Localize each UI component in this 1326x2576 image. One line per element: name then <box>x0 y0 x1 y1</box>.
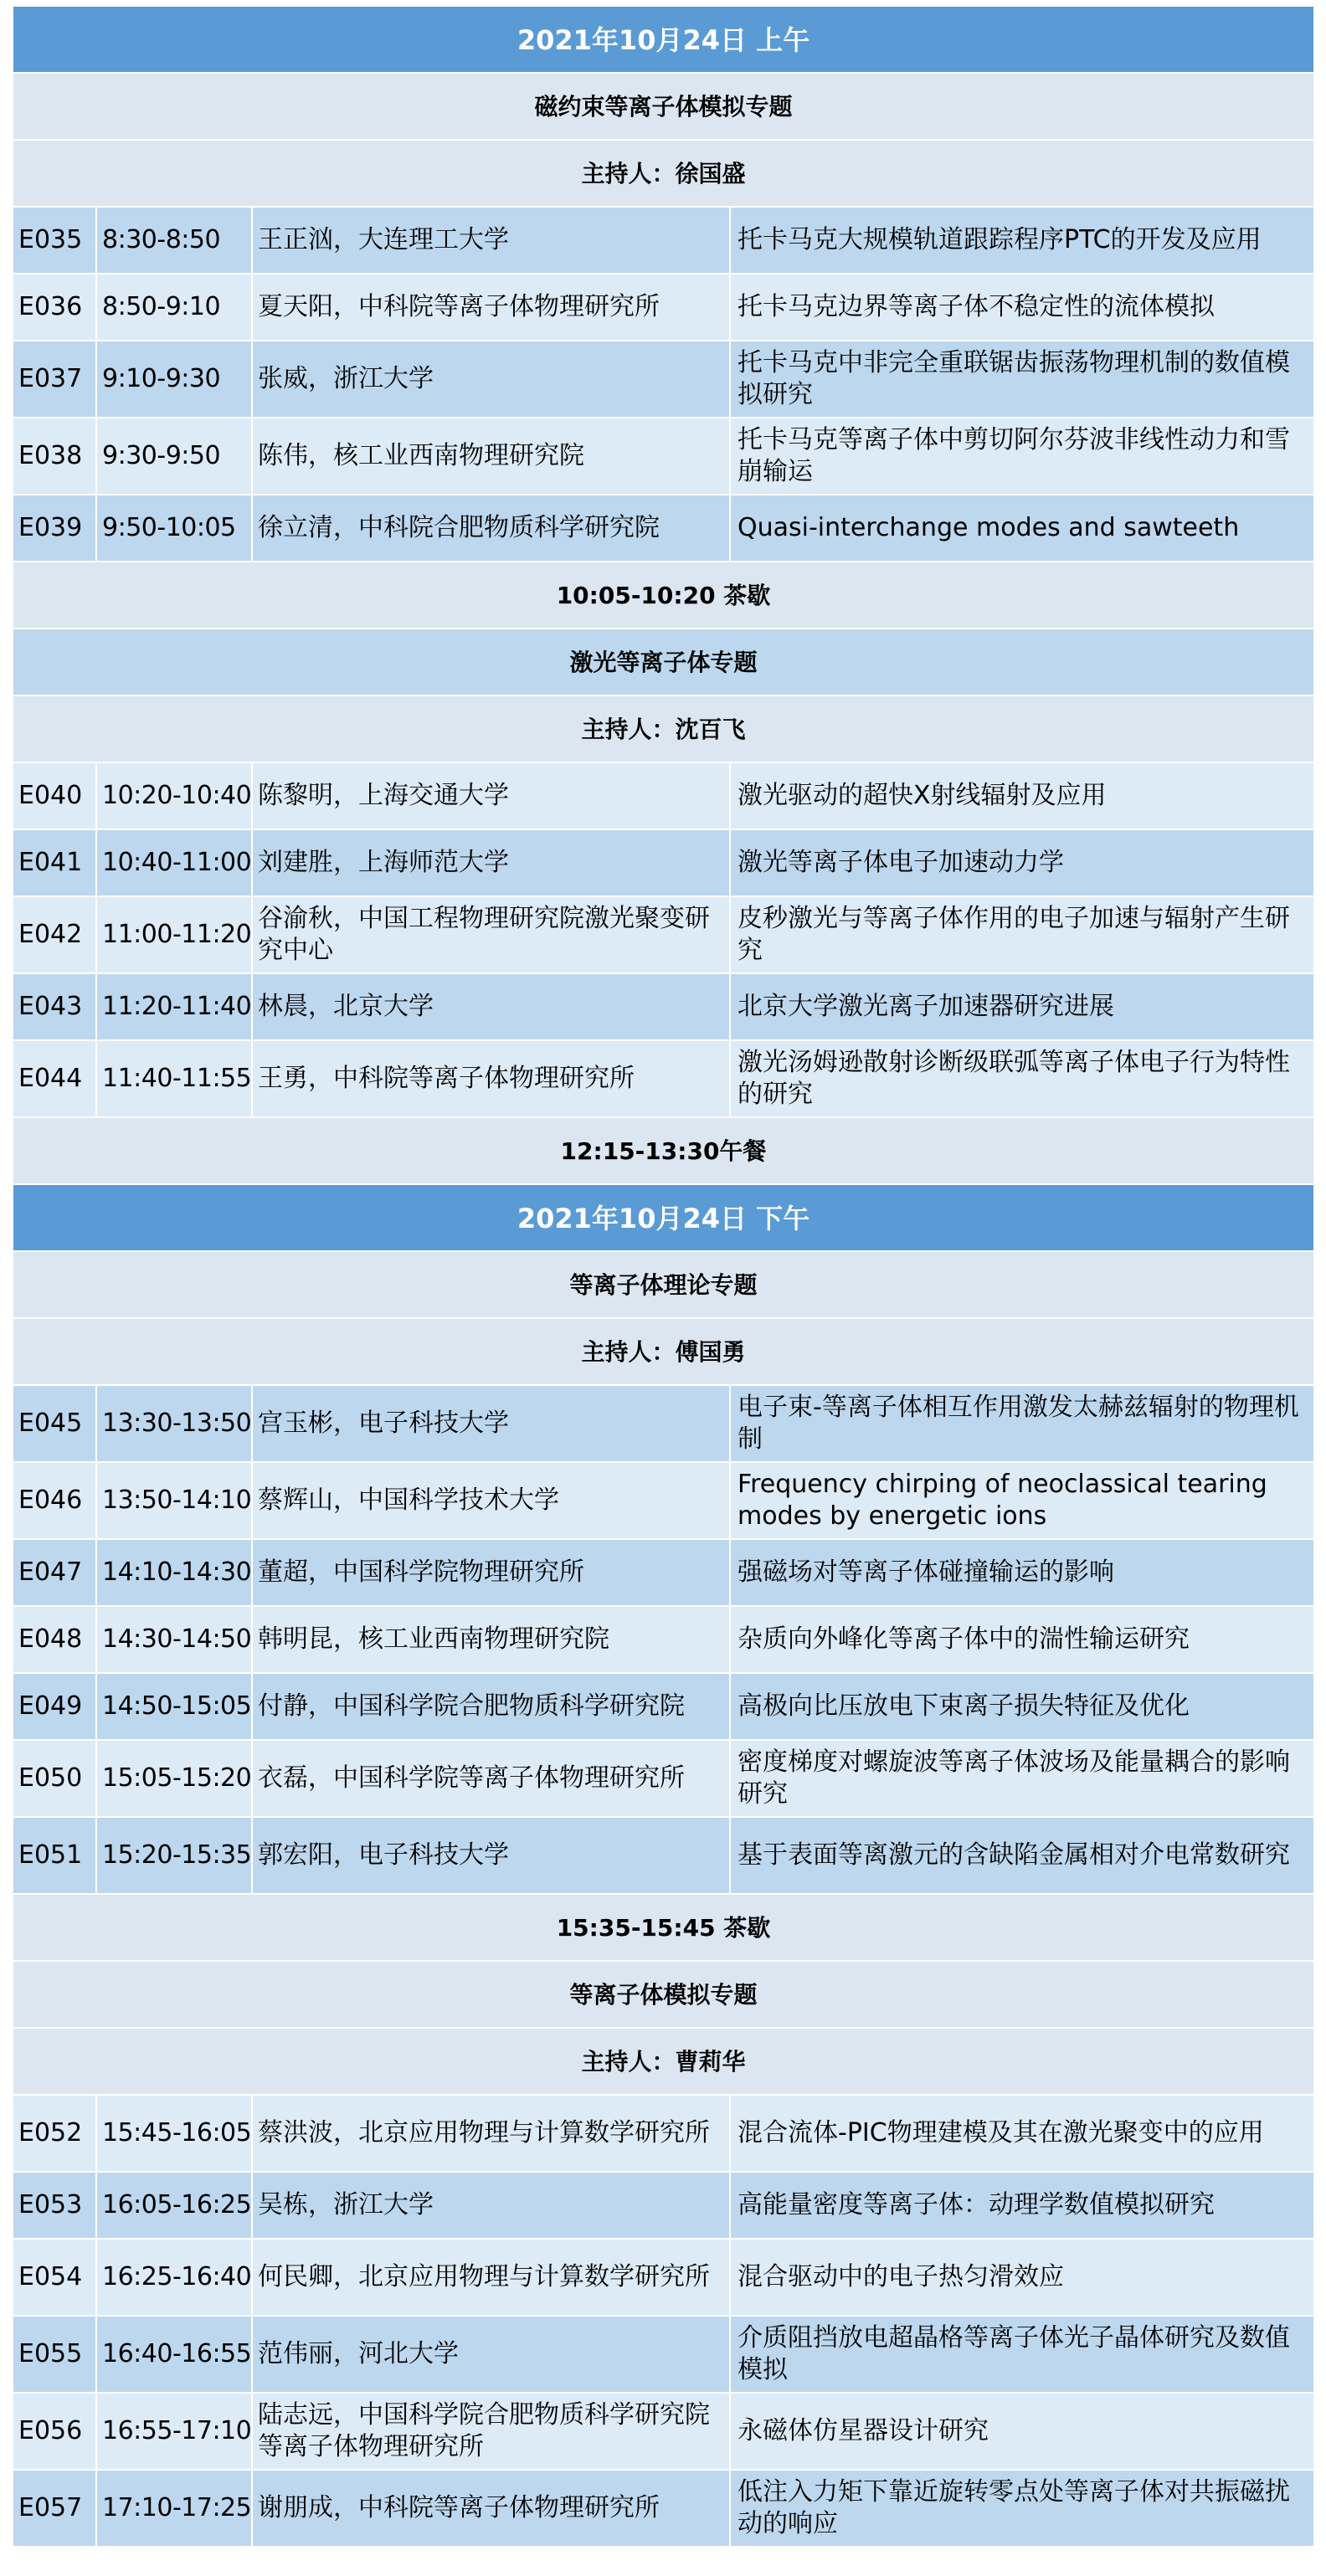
talk-speaker <box>253 1386 731 1461</box>
talk-id <box>13 1674 97 1739</box>
talk-time <box>97 1386 253 1461</box>
talk-speaker-text: 陈黎明，上海交通大学 <box>258 781 509 810</box>
talk-id-text: E043 <box>18 992 83 1021</box>
break-row: 12:15-13:30午餐 <box>13 1118 1313 1185</box>
talk-title <box>731 2240 1313 2315</box>
talk-row <box>13 1540 1313 1607</box>
talk-title <box>731 2394 1313 2469</box>
talk-speaker <box>253 275 731 340</box>
talk-time <box>97 495 253 561</box>
talk-id <box>13 2317 97 2392</box>
talk-id <box>13 208 97 273</box>
talk-time-text: 16:55-17:10 <box>102 2416 252 2445</box>
talk-id-text: E042 <box>18 920 83 949</box>
talk-speaker <box>253 763 731 829</box>
chair-row: 主持人：傅国勇 <box>13 1319 1313 1386</box>
date-header: 2021年10月24日 上午 <box>13 7 1313 74</box>
talk-title <box>731 1386 1313 1461</box>
talk-title <box>731 974 1313 1039</box>
schedule-table <box>13 7 1313 2548</box>
talk-title-text: 托卡马克边界等离子体不稳定性的流体模拟 <box>738 292 1215 321</box>
talk-time-text: 15:05-15:20 <box>102 1763 252 1793</box>
talk-row <box>13 2394 1313 2471</box>
talk-speaker-text: 王勇，中科院等离子体物理研究所 <box>258 1064 635 1093</box>
talk-row <box>13 1607 1313 1674</box>
talk-title <box>731 1818 1313 1893</box>
talk-speaker-text: 张威，浙江大学 <box>258 364 434 393</box>
talk-id <box>13 2096 97 2171</box>
talk-id-text: E039 <box>18 513 83 542</box>
talk-title-text: 托卡马克大规模轨道跟踪程序PTC的开发及应用 <box>738 225 1262 254</box>
talk-time-text: 10:40-11:00 <box>102 848 252 877</box>
talk-id <box>13 830 97 895</box>
talk-row <box>13 2173 1313 2240</box>
talk-speaker-text: 徐立清，中科院合肥物质科学研究院 <box>258 513 660 542</box>
talk-title <box>731 2096 1313 2171</box>
talk-speaker <box>253 495 731 561</box>
talk-id-text: E054 <box>18 2262 83 2291</box>
talk-id-text: E035 <box>18 225 83 254</box>
talk-speaker-text: 蔡辉山，中国科学技术大学 <box>258 1486 559 1515</box>
talk-row <box>13 1463 1313 1540</box>
talk-title <box>731 1041 1313 1116</box>
talk-speaker <box>253 1041 731 1116</box>
session-title: 磁约束等离子体模拟专题 <box>13 74 1313 141</box>
talk-speaker <box>253 341 731 417</box>
talk-id <box>13 495 97 561</box>
talk-title-text: 托卡马克等离子体中剪切阿尔芬波非线性动力和雪崩输运 <box>738 425 1290 486</box>
talk-id <box>13 974 97 1039</box>
talk-time <box>97 2471 253 2546</box>
talk-time <box>97 974 253 1039</box>
talk-speaker-text: 陈伟，核工业西南物理研究院 <box>258 441 584 470</box>
talk-time <box>97 208 253 273</box>
talk-time <box>97 1818 253 1893</box>
talk-title <box>731 418 1313 494</box>
talk-speaker-text: 吴栋，浙江大学 <box>258 2190 434 2219</box>
talk-speaker <box>253 830 731 895</box>
talk-id-text: E041 <box>18 848 83 877</box>
talk-speaker-text: 郭宏阳，电子科技大学 <box>258 1840 509 1870</box>
talk-row <box>13 1041 1313 1118</box>
chair-row: 主持人：曹莉华 <box>13 2029 1313 2096</box>
talk-id-text: E046 <box>18 1486 83 1515</box>
talk-id-text: E047 <box>18 1557 83 1587</box>
talk-row <box>13 208 1313 275</box>
talk-time <box>97 2240 253 2315</box>
talk-id <box>13 1540 97 1605</box>
talk-row <box>13 763 1313 830</box>
talk-time <box>97 2394 253 2469</box>
talk-time-text: 9:10-9:30 <box>102 364 221 393</box>
session-title: 等离子体理论专题 <box>13 1252 1313 1319</box>
talk-title <box>731 897 1313 972</box>
talk-speaker <box>253 2394 731 2469</box>
talk-id-text: E055 <box>18 2339 83 2368</box>
talk-id <box>13 275 97 340</box>
talk-speaker <box>253 974 731 1039</box>
talk-title-text: 高极向比压放电下束离子损失特征及优化 <box>738 1691 1190 1721</box>
talk-title-text: 杂质向外峰化等离子体中的湍性输运研究 <box>738 1624 1190 1654</box>
talk-id-text: E053 <box>18 2190 83 2219</box>
talk-time-text: 8:30-8:50 <box>102 225 221 254</box>
talk-title-text: 激光等离子体电子加速动力学 <box>738 848 1064 877</box>
talk-speaker-text: 谢朋成，中科院等离子体物理研究所 <box>258 2493 660 2522</box>
talk-speaker-text: 韩明昆，核工业西南物理研究院 <box>258 1624 609 1654</box>
talk-title-text: 托卡马克中非完全重联锯齿振荡物理机制的数值模拟研究 <box>738 348 1290 409</box>
talk-title-text: 电子束-等离子体相互作用激发太赫兹辐射的物理机制 <box>738 1393 1299 1454</box>
talk-id <box>13 2471 97 2546</box>
talk-time-text: 14:50-15:05 <box>102 1691 252 1721</box>
talk-title-text: 高能量密度等离子体：动理学数值模拟研究 <box>738 2190 1215 2219</box>
talk-speaker-text: 夏天阳，中科院等离子体物理研究所 <box>258 292 660 321</box>
talk-time-text: 16:40-16:55 <box>102 2339 252 2368</box>
talk-title <box>731 1607 1313 1672</box>
talk-time-text: 11:20-11:40 <box>102 992 252 1021</box>
talk-title <box>731 275 1313 340</box>
talk-title <box>731 495 1313 561</box>
talk-row <box>13 1818 1313 1895</box>
talk-id <box>13 897 97 972</box>
talk-row <box>13 830 1313 897</box>
talk-speaker <box>253 1818 731 1893</box>
talk-speaker <box>253 418 731 494</box>
talk-speaker <box>253 897 731 972</box>
talk-time <box>97 2317 253 2392</box>
talk-row <box>13 495 1313 562</box>
talk-row <box>13 341 1313 418</box>
talk-id <box>13 1041 97 1116</box>
talk-speaker-text: 衣磊，中国科学院等离子体物理研究所 <box>258 1763 685 1793</box>
talk-time-text: 9:50-10:05 <box>102 513 236 542</box>
talk-id-text: E056 <box>18 2416 83 2445</box>
talk-time-text: 13:30-13:50 <box>102 1409 252 1438</box>
talk-speaker <box>253 2173 731 2238</box>
talk-time-text: 9:30-9:50 <box>102 441 221 470</box>
talk-id-text: E048 <box>18 1624 83 1654</box>
talk-speaker <box>253 1540 731 1605</box>
talk-time <box>97 763 253 829</box>
talk-id <box>13 1818 97 1893</box>
talk-time <box>97 1674 253 1739</box>
talk-time <box>97 2173 253 2238</box>
talk-title <box>731 763 1313 829</box>
talk-title-text: Frequency chirping of neoclassical tearing modes by energetic ions <box>738 1470 1267 1531</box>
talk-id <box>13 2240 97 2315</box>
talk-id-text: E057 <box>18 2493 83 2522</box>
talk-title-text: 激光汤姆逊散射诊断级联弧等离子体电子行为特性的研究 <box>738 1048 1290 1109</box>
talk-title-text: 混合流体-PIC物理建模及其在激光聚变中的应用 <box>738 2118 1264 2148</box>
talk-title <box>731 1540 1313 1605</box>
talk-title-text: 永磁体仿星器设计研究 <box>738 2416 989 2445</box>
talk-row <box>13 2096 1313 2173</box>
talk-speaker <box>253 1741 731 1816</box>
talk-title-text: 介质阻挡放电超晶格等离子体光子晶体研究及数值模拟 <box>738 2323 1290 2384</box>
talk-time-text: 16:25-16:40 <box>102 2262 252 2291</box>
talk-speaker-text: 王正汹，大连理工大学 <box>258 225 509 254</box>
talk-speaker-text: 蔡洪波，北京应用物理与计算数学研究所 <box>258 2118 710 2148</box>
talk-speaker-text: 何民卿，北京应用物理与计算数学研究所 <box>258 2262 710 2291</box>
talk-row <box>13 418 1313 495</box>
talk-title <box>731 208 1313 273</box>
talk-speaker-text: 董超，中国科学院物理研究所 <box>258 1557 584 1587</box>
chair-row: 主持人：沈百飞 <box>13 696 1313 763</box>
talk-id <box>13 341 97 417</box>
talk-speaker-text: 林晨，北京大学 <box>258 992 434 1021</box>
talk-time <box>97 2096 253 2171</box>
talk-id-text: E050 <box>18 1763 83 1793</box>
talk-time <box>97 1741 253 1816</box>
talk-time <box>97 830 253 895</box>
talk-time-text: 16:05-16:25 <box>102 2190 252 2219</box>
talk-speaker-text: 刘建胜，上海师范大学 <box>258 848 509 877</box>
talk-id <box>13 2394 97 2469</box>
talk-id-text: E040 <box>18 781 83 810</box>
talk-time-text: 11:40-11:55 <box>102 1064 252 1093</box>
talk-speaker <box>253 1674 731 1739</box>
talk-id-text: E052 <box>18 2118 83 2148</box>
talk-title <box>731 2317 1313 2392</box>
talk-time <box>97 1607 253 1672</box>
talk-title <box>731 1741 1313 1816</box>
talk-id-text: E036 <box>18 292 83 321</box>
talk-speaker <box>253 2471 731 2546</box>
talk-title-text: 密度梯度对螺旋波等离子体波场及能量耦合的影响研究 <box>738 1747 1290 1809</box>
talk-time-text: 15:20-15:35 <box>102 1840 252 1870</box>
session-title: 激光等离子体专题 <box>13 629 1313 696</box>
talk-title-text: Quasi-interchange modes and sawteeth <box>738 513 1240 542</box>
talk-title <box>731 1674 1313 1739</box>
talk-time-text: 8:50-9:10 <box>102 292 221 321</box>
talk-id-text: E049 <box>18 1691 83 1721</box>
talk-time-text: 14:10-14:30 <box>102 1557 252 1587</box>
talk-speaker <box>253 1607 731 1672</box>
talk-time <box>97 275 253 340</box>
talk-time-text: 14:30-14:50 <box>102 1624 252 1654</box>
talk-title <box>731 830 1313 895</box>
talk-title <box>731 1463 1313 1538</box>
talk-title-text: 低注入力矩下靠近旋转零点处等离子体对共振磁扰动的响应 <box>738 2477 1290 2538</box>
talk-row <box>13 275 1313 341</box>
talk-speaker-text: 付静，中国科学院合肥物质科学研究院 <box>258 1691 685 1721</box>
talk-id <box>13 763 97 829</box>
talk-title-text: 皮秒激光与等离子体作用的电子加速与辐射产生研究 <box>738 904 1290 965</box>
talk-id-text: E038 <box>18 441 83 470</box>
talk-id <box>13 418 97 494</box>
talk-row <box>13 2317 1313 2394</box>
talk-speaker <box>253 2240 731 2315</box>
talk-row <box>13 1386 1313 1463</box>
talk-title-text: 北京大学激光离子加速器研究进展 <box>738 992 1114 1021</box>
talk-time <box>97 1041 253 1116</box>
talk-time <box>97 341 253 417</box>
date-header: 2021年10月24日 下午 <box>13 1185 1313 1252</box>
talk-id-text: E045 <box>18 1409 83 1438</box>
talk-time-text: 15:45-16:05 <box>102 2118 252 2148</box>
talk-row <box>13 1674 1313 1741</box>
talk-time <box>97 418 253 494</box>
break-row: 10:05-10:20 茶歇 <box>13 562 1313 629</box>
talk-time <box>97 897 253 972</box>
talk-title <box>731 2173 1313 2238</box>
chair-row: 主持人：徐国盛 <box>13 141 1313 208</box>
talk-title <box>731 2471 1313 2546</box>
talk-time <box>97 1463 253 1538</box>
talk-time-text: 11:00-11:20 <box>102 920 252 949</box>
talk-speaker <box>253 2096 731 2171</box>
talk-speaker <box>253 1463 731 1538</box>
talk-speaker-text: 谷渝秋，中国工程物理研究院激光聚变研究中心 <box>258 904 710 965</box>
talk-title-text: 基于表面等离激元的含缺陷金属相对介电常数研究 <box>738 1840 1290 1870</box>
talk-row <box>13 1741 1313 1818</box>
talk-speaker-text: 陆志远，中国科学院合肥物质科学研究院等离子体物理研究所 <box>258 2400 710 2461</box>
talk-id-text: E051 <box>18 1840 83 1870</box>
talk-id <box>13 1463 97 1538</box>
talk-time-text: 13:50-14:10 <box>102 1486 252 1515</box>
talk-id <box>13 1741 97 1816</box>
talk-row <box>13 974 1313 1041</box>
talk-title <box>731 341 1313 417</box>
talk-speaker-text: 范伟丽，河北大学 <box>258 2339 459 2368</box>
talk-row <box>13 2471 1313 2548</box>
talk-title-text: 强磁场对等离子体碰撞输运的影响 <box>738 1557 1114 1587</box>
talk-title-text: 激光驱动的超快X射线辐射及应用 <box>738 781 1107 810</box>
session-title: 等离子体模拟专题 <box>13 1962 1313 2029</box>
talk-id-text: E044 <box>18 1064 83 1093</box>
talk-time-text: 17:10-17:25 <box>102 2493 252 2522</box>
talk-id-text: E037 <box>18 364 83 393</box>
talk-id <box>13 2173 97 2238</box>
talk-speaker <box>253 208 731 273</box>
talk-title-text: 混合驱动中的电子热匀滑效应 <box>738 2262 1064 2291</box>
talk-time-text: 10:20-10:40 <box>102 781 252 810</box>
talk-speaker <box>253 2317 731 2392</box>
break-row: 15:35-15:45 茶歇 <box>13 1895 1313 1962</box>
talk-time <box>97 1540 253 1605</box>
talk-row <box>13 2240 1313 2317</box>
talk-id <box>13 1386 97 1461</box>
talk-id <box>13 1607 97 1672</box>
talk-row <box>13 897 1313 974</box>
talk-speaker-text: 宫玉彬，电子科技大学 <box>258 1409 509 1438</box>
